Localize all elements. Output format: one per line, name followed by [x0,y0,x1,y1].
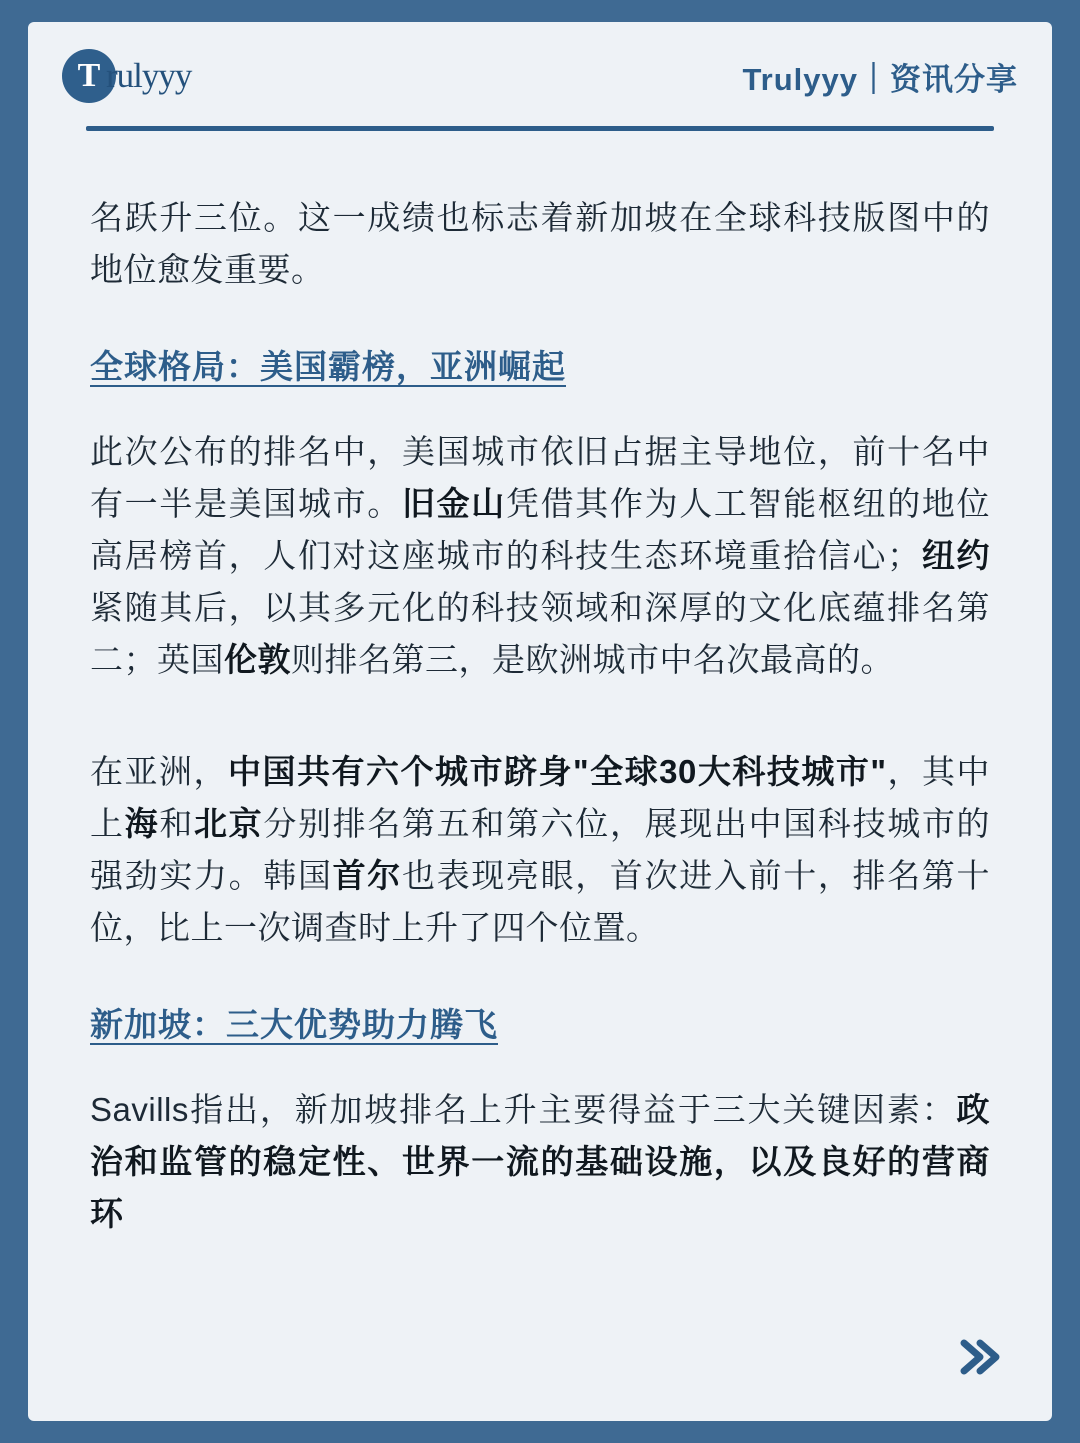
paragraph-global-ranking [90,426,990,686]
text-run: ，其中上 [90,753,990,842]
text-run: 紧随其后，以其多元化的科技领域和深厚的文化底蕴排名第二；英国 [90,589,990,678]
article-card [28,22,1052,1421]
highlight-china-cities: 中国共有六个城市跻身"全球30大科技城市" [228,753,887,790]
intro-paragraph: 名跃升三位。这一成绩也标志着新加坡在全球科技版图中的地位愈发重要。 [90,199,990,288]
paragraph-asia-ranking [90,746,990,954]
text-run: Savills指出，新加坡排名上升主要得益于三大关键因素： [90,1091,957,1128]
city-london: 伦敦 [224,641,291,678]
city-seoul: 首尔 [332,857,402,894]
city-beijing: 北京 [194,805,264,842]
next-page-button[interactable] [950,1329,1006,1385]
article-body [28,130,1052,1240]
text-run: 此次公布的排名中，美国城市依旧占据主导地位，前十名中有一半是美国城市。 [90,433,990,522]
highlight-three-factors: 政治和监管的稳定性、世界一流的基础设施，以及良好的营商环 [90,1091,990,1232]
header-divider [86,126,994,131]
text-run: 凭借其作为人工智能枢纽的地位高居榜首，人们对这座城市的科技生态环境重拾信心； [90,485,991,574]
text-run: 则排名第三，是欧洲城市中名次最高的。 [291,641,894,678]
city-new-york: 纽约 [920,537,991,574]
brand-logo [62,49,191,103]
brand-mark-icon: T [62,49,116,103]
header [28,22,1052,130]
chevron-right-double-icon [950,1329,1006,1385]
header-title: Trulyyy｜资讯分享 [742,61,1018,97]
city-shanghai: 海 [124,805,160,842]
city-san-francisco: 旧金山 [401,485,506,522]
paragraph-singapore-factors [90,1084,990,1240]
brand-wordmark: rulyyy [106,56,192,95]
section-heading-singapore: 新加坡：三大优势助力腾飞 [90,1006,498,1043]
text-run: 在亚洲， [90,753,228,790]
text-run: 和 [159,805,195,842]
text-run: 也表现亮眼，首次进入前十，排名第十位，比上一次调查时上升了四个位置。 [90,857,991,946]
section-heading-global-landscape: 全球格局：美国霸榜，亚洲崛起 [90,348,566,385]
text-run: 分别排名第五和第六位，展现出中国科技城市的强劲实力。韩国 [90,805,991,894]
